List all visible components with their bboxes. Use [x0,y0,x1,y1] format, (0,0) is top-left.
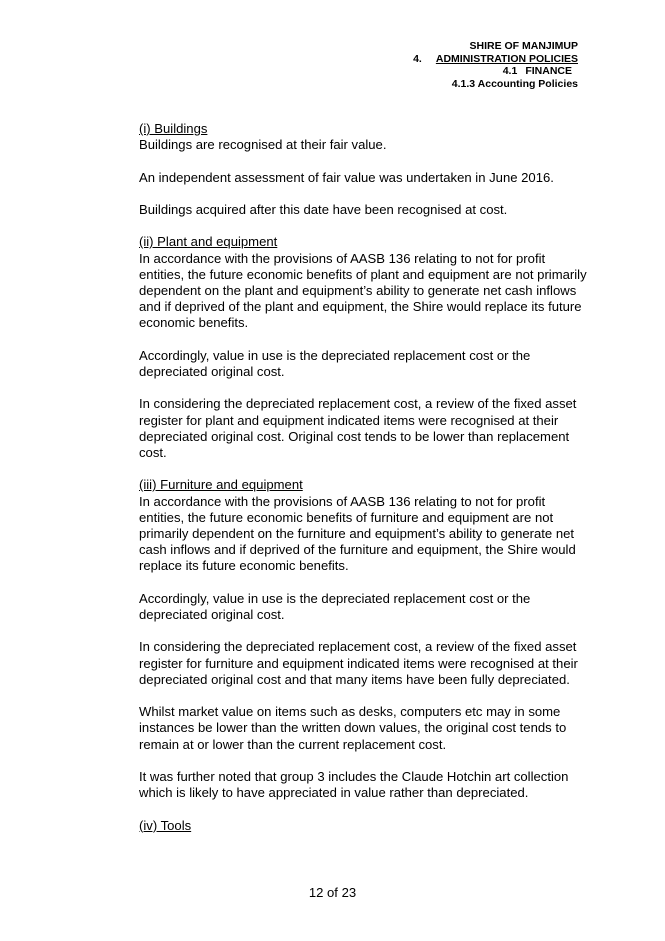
paragraph: In considering the depreciated replacement cost, a review of the fixed asset register for furniture and equipment indicated items were recognised at their depreciated original cost and that many items have been fully depreciated. [139,639,578,687]
section-heading: (iii) Furniture and equipment [139,477,303,493]
subsection-line [413,65,578,78]
paragraph: In accordance with the provisions of AASB 136 relating to not for profit entities, the future economic benefits of plant and equipment are not primarily dependent on the plant and equipment’s ability to generate net cash inflows and if deprived of the plant and equipment, the Shire would replace its future economic benefits. [139,250,587,331]
section-heading: (iv) Tools [139,817,192,833]
paragraph: Accordingly, value in use is the depreciated replacement cost or the depreciated original cost. [139,347,531,379]
document-header [413,40,578,90]
section-buildings [139,121,589,153]
subsection-title: FINANCE [525,65,572,77]
section-tools [139,818,589,834]
paragraph: Whilst market value on items such as desks, computers etc may in some instances be lower than the written down values, the original cost tends to remain at or lower than the current replacement cost. [139,704,567,752]
paragraph: In accordance with the provisions of AASB 136 relating to not for profit entities, the future economic benefits of furniture and equipment are not primarily dependent on the furniture and equipment’s ability to generate net cash inflows and if deprived of the furniture and equipment, the Shire would replace its future economic benefits. [139,493,576,574]
section-furniture-and-equipment [139,477,589,574]
page-number: 12 of 23 [308,885,357,900]
paragraph: Buildings are recognised at their fair value. [139,137,387,153]
paragraph: Buildings acquired after this date have been recognised at cost. [139,201,508,217]
paragraph: An independent assessment of fair value was undertaken in June 2016. [139,169,554,185]
paragraph: It was further noted that group 3 includes the Claude Hotchin art collection which is likely to have appreciated in value rather than depreciated. [139,768,569,801]
paragraph-block [139,704,589,753]
document-body [139,121,589,850]
section-line [413,53,578,66]
section-title: ADMINISTRATION POLICIES [435,52,578,65]
paragraph-block [139,639,589,688]
org-name: SHIRE OF MANJIMUP [469,40,578,52]
paragraph-block [139,170,589,186]
paragraph-block [139,769,589,801]
paragraph: In considering the depreciated replacement cost, a review of the fixed asset register for plant and equipment indicated items were recognised at their depreciated original cost. Original cost tends to be lower than replacement cost. [139,396,577,460]
paragraph-block [139,396,589,461]
policy-title: 4.1.3 Accounting Policies [451,77,578,90]
section-heading: (i) Buildings [139,121,208,136]
paragraph-block [139,348,589,380]
paragraph: Accordingly, value in use is the depreciated replacement cost or the depreciated original cost. [139,590,531,622]
subsection-number: 4.1 [502,65,518,77]
section-plant-and-equipment [139,234,589,331]
paragraph-block [139,591,589,623]
paragraph-block [139,202,589,218]
section-number: 4. [413,52,422,65]
section-heading: (ii) Plant and equipment [139,234,278,250]
